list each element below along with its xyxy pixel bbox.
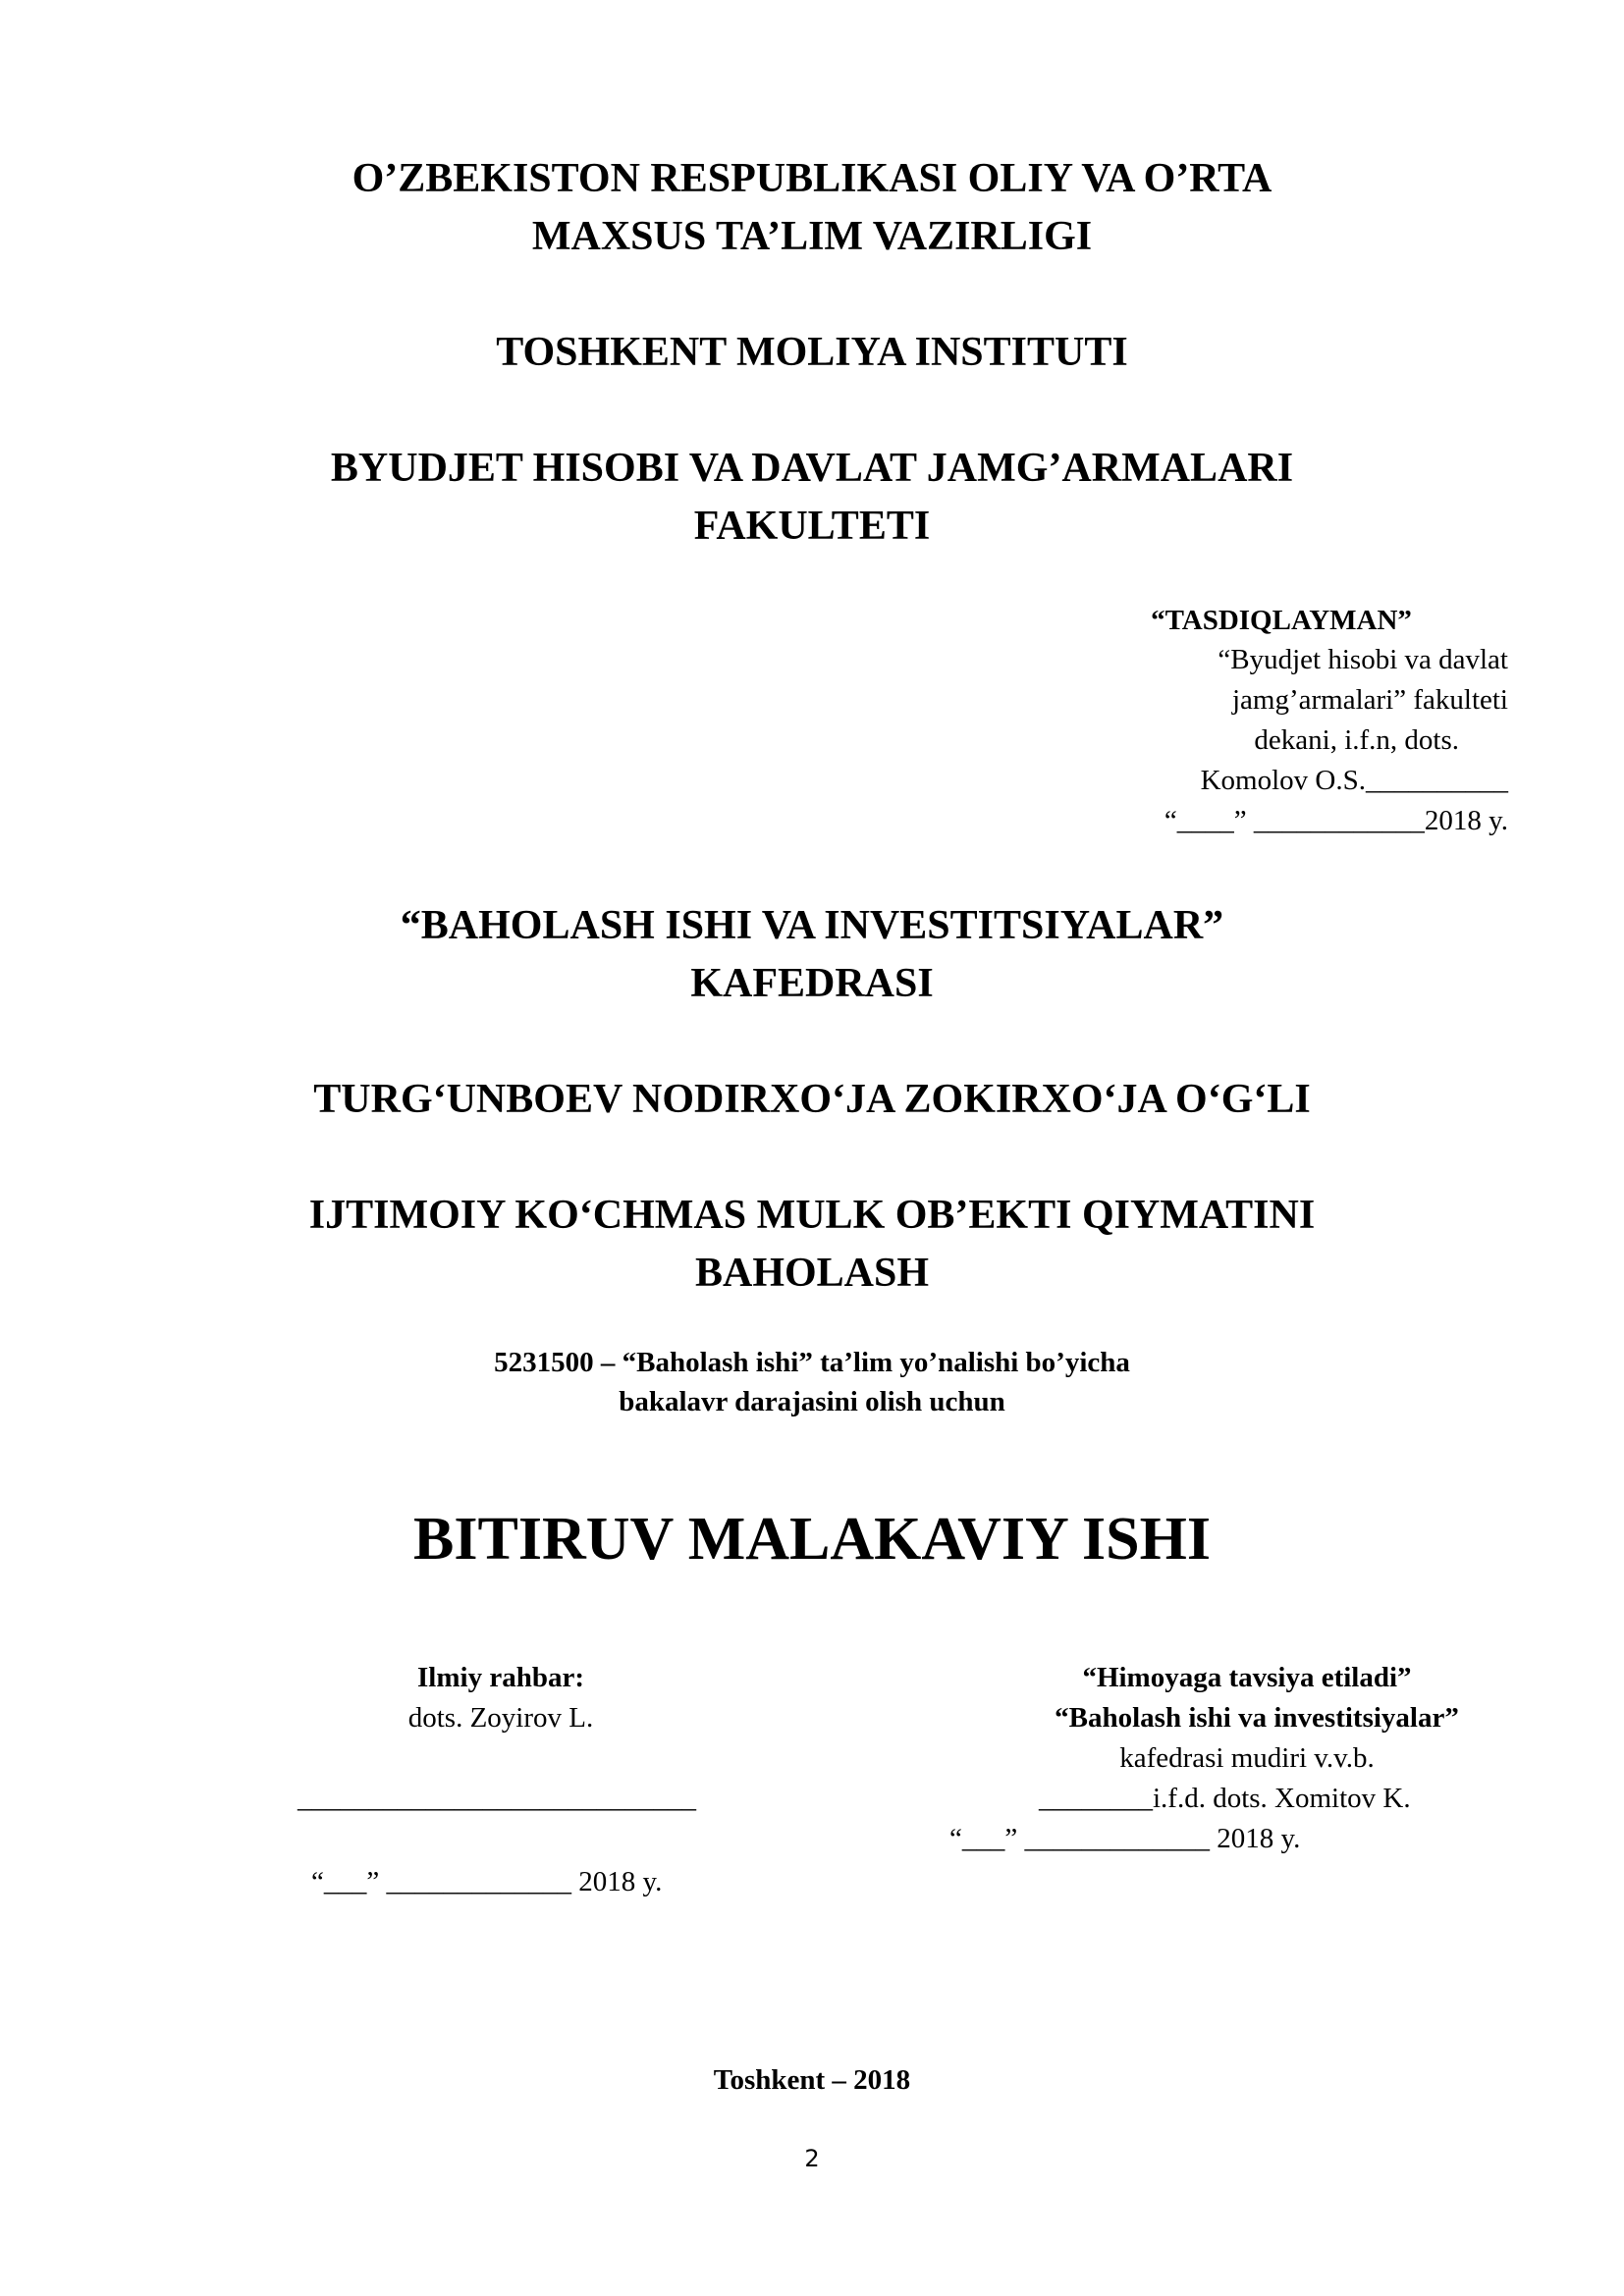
approval-line-1: “Byudjet hisobi va davlat: [1218, 644, 1508, 675]
approval-date: “____” ____________2018 y.: [1164, 805, 1508, 836]
page-number: 2: [804, 2145, 820, 2172]
work-type-title: BITIRUV MALAKAVIY ISHI: [413, 1506, 1211, 1573]
approval-line-3: dekani, i.f.n, dots.: [1254, 724, 1459, 756]
approval-line-4: Komolov O.S.__________: [1200, 765, 1508, 796]
recommendation-signature: ________i.f.d. dots. Xomitov K.: [1039, 1783, 1411, 1814]
supervisor-title: Ilmiy rahbar:: [417, 1662, 584, 1693]
recommendation-position: kafedrasi mudiri v.v.b.: [1119, 1742, 1375, 1774]
faculty-line-1: BYUDJET HISOBI VA DAVLAT JAMG’ARMALARI: [330, 446, 1294, 491]
recommendation-date: “___” _____________ 2018 y.: [949, 1823, 1301, 1854]
department-line-1: “BAHOLASH ISHI VA INVESTITSIYALAR”: [400, 903, 1224, 948]
topic-line-2: BAHOLASH: [694, 1251, 930, 1296]
faculty-line-2: FAKULTETI: [693, 504, 931, 549]
institute-name: TOSHKENT MOLIYA INSTITUTI: [496, 330, 1128, 375]
ministry-line-1: O’ZBEKISTON RESPUBLIKASI OLIY VA O’RTA: [352, 156, 1272, 201]
recommendation-department: “Baholash ishi va investitsiyalar”: [1055, 1702, 1459, 1734]
supervisor-name: dots. Zoyirov L.: [407, 1702, 594, 1734]
degree-line-2: bakalavr darajasini olish uchun: [619, 1386, 1005, 1417]
topic-line-1: IJTIMOIY KO‘CHMAS MULK OB’EKTI QIYMATINI: [308, 1193, 1316, 1238]
ministry-line-2: MAXSUS TA’LIM VAZIRLIGI: [531, 214, 1093, 259]
city-year: Toshkent – 2018: [713, 2064, 911, 2096]
approval-title: “TASDIQLAYMAN”: [1151, 605, 1412, 636]
author-name: TURG‘UNBOEV NODIRXO‘JA ZOKIRXO‘JA O‘G‘LI: [313, 1077, 1311, 1122]
supervisor-signature-line: ____________________________: [298, 1783, 696, 1814]
department-line-2: KAFEDRASI: [690, 961, 934, 1006]
degree-line-1: 5231500 – “Baholash ishi” ta’lim yo’nalishi bo’yicha: [494, 1347, 1130, 1378]
supervisor-date: “___” _____________ 2018 y.: [311, 1866, 663, 1897]
approval-line-2: jamg’armalari” fakulteti: [1232, 684, 1508, 716]
recommendation-title: “Himoyaga tavsiya etiladi”: [1082, 1662, 1412, 1693]
